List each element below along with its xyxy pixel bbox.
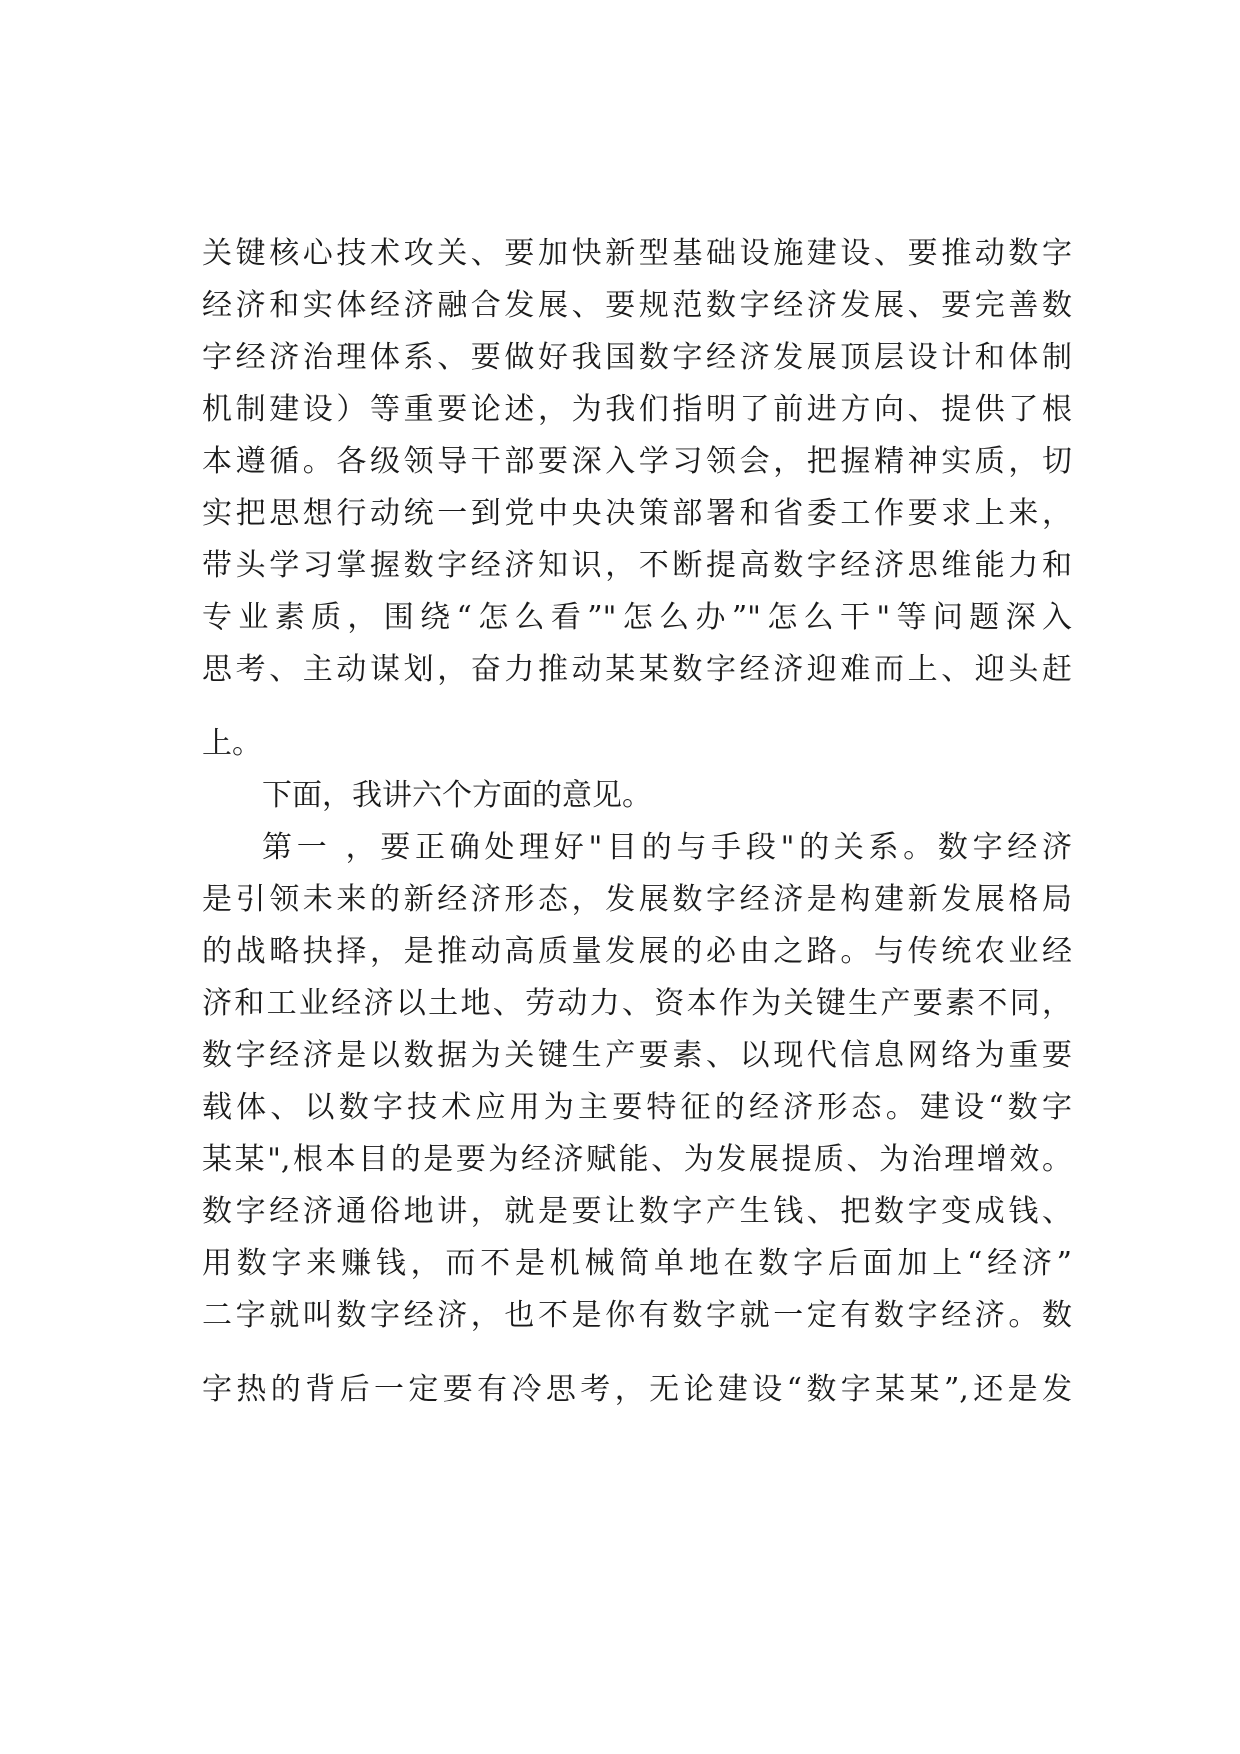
paragraph (202, 822, 1072, 1416)
body-text (202, 228, 1072, 1416)
text-line: 上。 (202, 726, 262, 761)
text-line: 思考、主动谋划，奋力推动某某数字经济迎难而上、迎头赶 (202, 652, 1072, 687)
text-line: 数字经济是以数据为关键生产要素、以现代信息网络为重要 (202, 1038, 1072, 1073)
text-line: 经济和实体经济融合发展、要规范数字经济发展、要完善数 (202, 288, 1072, 323)
text-line: 某某",根本目的是要为经济赋能、为发展提质、为治理增效。 (202, 1142, 1072, 1177)
text-line: 济和工业经济以土地、劳动力、资本作为关键生产要素不同， (202, 986, 1072, 1021)
text-line: 二字就叫数字经济，也不是你有数字就一定有数字经济。数 (202, 1298, 1072, 1333)
text-line: 本遵循。各级领导干部要深入学习领会，把握精神实质，切 (202, 444, 1072, 479)
paragraph (202, 770, 1072, 822)
text-line: 是引领未来的新经济形态，发展数字经济是构建新发展格局 (202, 882, 1072, 917)
text-line: 数字经济通俗地讲，就是要让数字产生钱、把数字变成钱、 (202, 1194, 1072, 1229)
text-line: 下面，我讲六个方面的意见。 (262, 778, 652, 813)
text-line: 机制建设）等重要论述，为我们指明了前进方向、提供了根 (202, 392, 1072, 427)
text-line: 的战略抉择，是推动高质量发展的必由之路。与传统农业经 (202, 934, 1072, 969)
text-line: 实把思想行动统一到党中央决策部署和省委工作要求上来， (202, 496, 1072, 531)
text-line: 载体、以数字技术应用为主要特征的经济形态。建设“数字 (202, 1090, 1072, 1125)
paragraph (202, 228, 1072, 770)
text-line: 字热的背后一定要有冷思考，无论建设“数字某某”,还是发 (202, 1372, 1072, 1407)
text-line: 带头学习掌握数字经济知识，不断提高数字经济思维能力和 (202, 548, 1072, 583)
text-line: 专业素质，围绕“怎么看”"怎么办”"怎么干"等问题深入 (202, 600, 1072, 635)
text-line: 用数字来赚钱，而不是机械简单地在数字后面加上“经济” (202, 1246, 1072, 1281)
text-line: 关键核心技术攻关、要加快新型基础设施建设、要推动数字 (202, 236, 1072, 271)
text-line: 第一 ，要正确处理好"目的与手段"的关系。数字经济 (262, 830, 1072, 865)
text-line: 字经济治理体系、要做好我国数字经济发展顶层设计和体制 (202, 340, 1072, 375)
